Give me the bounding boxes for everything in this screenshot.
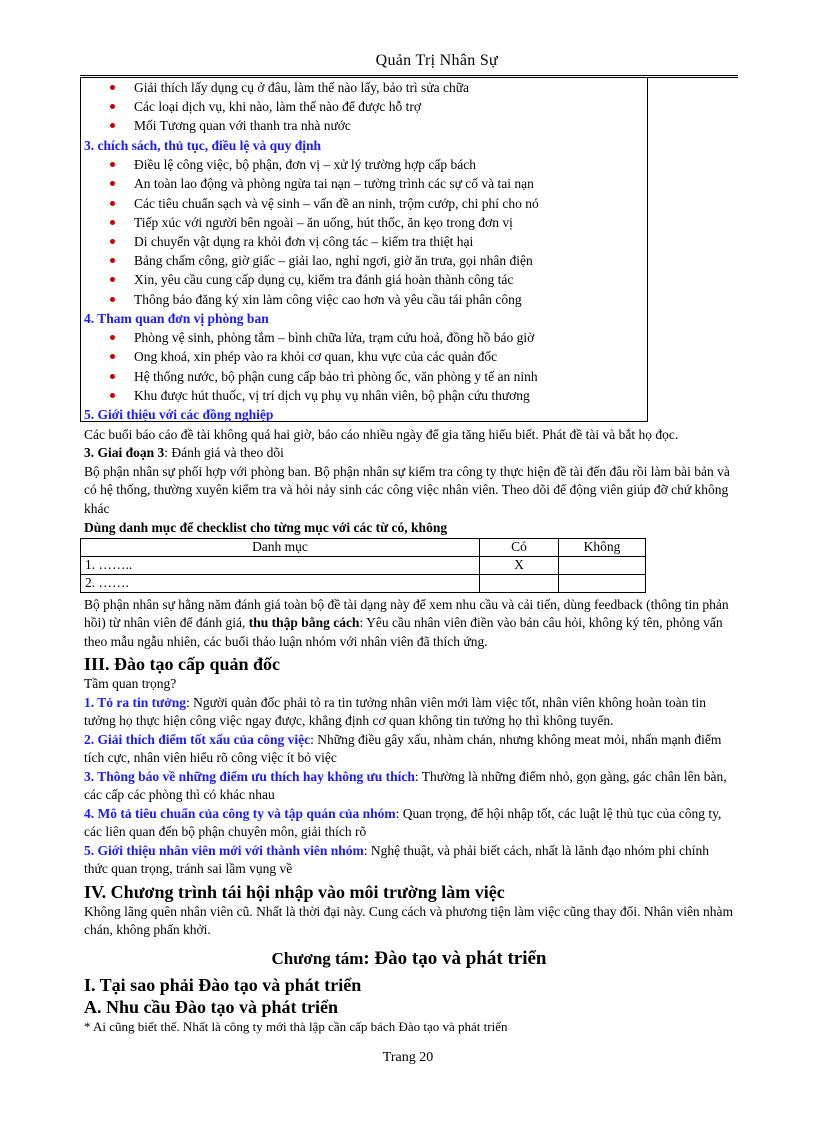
point-item: 1. Tỏ ra tin tưởng: Người quản đốc phải tỏ ra tin tưởng nhân viên mới làm việc tốt, nhân viên không hoàn toàn tin tưởng họ thực hiện công việc ngay được, khẳng định cơ quan không tin tưởng họ thì không tuyển. (84, 694, 707, 729)
bullet-icon (110, 104, 115, 109)
bullet-icon (110, 239, 115, 244)
paragraph-reports: Các buổi báo cáo đề tài không quá hai giờ, báo cáo nhiều ngày để gia tăng hiểu biết. Phát đề tài và bắt họ đọc. (84, 426, 679, 442)
bullet-icon (110, 258, 115, 263)
section-heading-tour: 4. Tham quan đơn vị phòng ban (84, 310, 269, 326)
checklist-heading: Dùng danh mục để checklist cho từng mục với các từ có, không (84, 520, 448, 536)
list-item: Hệ thống nước, bộ phận cung cấp bảo trì phòng ốc, văn phòng y tế an ninh (84, 367, 734, 386)
list-item: Các tiêu chuẩn sạch và vệ sinh – vấn đề an ninh, trộm cướp, chi phí cho nó (84, 194, 734, 213)
point-item: 3. Thông báo về những điểm ưu thích hay không ưu thích: Thường là những điểm nhỏ, gọn gàng, gác chân lên bàn, các cấp các phòng thì có khác nhau (84, 768, 727, 803)
point-item: 4. Mô tả tiêu chuẩn của công ty và tập quán của nhóm: Quan trọng, để hội nhập tốt, các luật lệ thủ tục của công ty, các liên quan đến bộ phận chuyên môn, giải thích rõ (84, 805, 722, 840)
bullet-icon (110, 354, 115, 359)
table-header-cell: Có (480, 538, 559, 556)
checklist-table (80, 538, 646, 593)
bullet-icon (110, 162, 115, 167)
table-header-cell: Danh mục (81, 538, 480, 556)
table-cell: 2. ……. (81, 574, 480, 592)
page-header-title: Quản Trị Nhân Sự (375, 52, 498, 69)
page-number: Trang 20 (382, 1050, 434, 1065)
section-heading-policies: 3. chích sách, thủ tục, điều lệ và quy định (84, 137, 322, 153)
bullet-icon (110, 335, 115, 340)
paragraph-phase3: Bộ phận nhân sự phối hợp với phòng ban. Bộ phận nhân sự kiểm tra công ty thực hiện đề tài đến đâu rồi làm bài bản và có hệ thống, thường xuyên kiểm tra và hỏi nảy sinh các công việc nhân viên. Theo dõi để động viên giúp đỡ chứ không khác (84, 463, 730, 516)
table-header-cell: Không (559, 538, 646, 556)
list-item: Ong khoá, xin phép vào ra khỏi cơ quan, khu vực của các quản đốc (84, 347, 734, 366)
bullet-icon (110, 181, 115, 186)
list-item: Xin, yêu cầu cung cấp dụng cụ, kiểm tra đánh giá hoàn thành công tác (84, 270, 734, 289)
list-item: Di chuyển vật dụng ra khỏi đơn vị công tác – kiểm tra thiệt hại (84, 232, 734, 251)
list-item: Bảng chấm công, giờ giấc – giải lao, nghỉ ngơi, giờ ăn trưa, gọi nhân điện (84, 251, 734, 270)
list-item: Mối Tương quan với thanh tra nhà nước (84, 116, 734, 135)
list-item: Tiếp xúc với người bên ngoài – ăn uống, hút thốc, ăn kẹo trong đơn vị (84, 213, 734, 232)
list-item: An toàn lao động và phòng ngừa tai nạn – tường trình các sự cố và tai nạn (84, 174, 734, 193)
bullet-list-tour (84, 328, 734, 405)
point-item: 5. Giới thiệu nhân viên mới với thành viên nhóm: Nghệ thuật, và phải biết cách, nhất là lãnh đạo nhóm phi chính thức quan trọng, tránh sai lầm vụng về (84, 842, 710, 877)
table-cell: 1. …….. (81, 556, 480, 574)
section-iv-title: IV. Chương trình tái hội nhập vào môi trường làm việc (84, 881, 505, 902)
bullet-icon (110, 393, 115, 398)
list-item: Thông báo đăng ký xin làm công việc cao hơn và yêu cầu tái phân công (84, 290, 734, 309)
table-header-row (81, 538, 646, 556)
phase3-label: 3. Giai đoạn 3 (84, 445, 165, 461)
bullet-icon (110, 123, 115, 128)
paragraph-annual-review: Bộ phận nhân sự hằng năm đánh giá toàn bộ đề tài dạng này để xem nhu cầu và cải tiến, dùng feedback (thông tin phản hồi) từ nhân viên để đánh giá, thu thập bằng cách: Yêu cầu nhân viên điền vào bản câu hỏi, không ký tên, phỏng vấn theo mẫu ngẫu nhiên, các buổi thảo luận nhóm với nhân viên đã thích ứng. (84, 596, 729, 649)
list-item: Giải thích lấy dụng cụ ở đâu, làm thế nào lấy, bảo trì sửa chữa (84, 78, 734, 97)
bullet-icon (110, 201, 115, 206)
bullet-icon (110, 85, 115, 90)
bullet-list-policies (84, 155, 734, 309)
document-body (84, 78, 734, 1036)
section-i-title: I. Tại sao phải Đào tạo và phát triển (84, 974, 362, 995)
phase3-heading (84, 444, 734, 463)
table-row (81, 556, 646, 574)
list-item: Các loại dịch vụ, khi nào, làm thế nào để được hỗ trợ (84, 97, 734, 116)
paragraph-reintegration: Không lãng quên nhân viên cũ. Nhất là thời đại này. Cung cách và phương tiện làm việc cũng thay đổi. Nhân viên nhàm chán, không phấn khởi. (84, 903, 734, 938)
bullet-list-tools (84, 78, 734, 136)
table-row (81, 574, 646, 592)
chapter-name: : Đào tạo và phát triển (363, 947, 547, 969)
section-iii-title: III. Đào tạo cấp quản đốc (84, 654, 281, 675)
chapter-label: Chương tám (271, 948, 364, 968)
section-heading-colleagues: 5. Giới thiệu với các đồng nghiệp (84, 407, 274, 423)
list-item: Phòng vệ sinh, phòng tắm – bình chữa lửa, trạm cứu hoả, đồng hồ báo giờ (84, 328, 734, 347)
point-item: 2. Giải thích điểm tốt xấu của công việc: Những điều gây xấu, nhàm chán, nhưng không meat mỏi, nhấn mạnh điểm tích cực, nhân viên hiểu rõ công việc ít bỏ việc (84, 731, 722, 766)
bullet-icon (110, 277, 115, 282)
table-cell (480, 574, 559, 592)
importance-text: Tầm quan trọng? (84, 676, 177, 692)
bullet-icon (110, 220, 115, 225)
table-cell: X (480, 556, 559, 574)
bullet-icon (110, 297, 115, 302)
list-item: Điều lệ công việc, bộ phận, đơn vị – xử lý trường hợp cấp bách (84, 155, 734, 174)
list-item: Khu được hút thuốc, vị trí dịch vụ phụ vụ nhân viên, bộ phận cứu thương (84, 386, 734, 405)
bullet-icon (110, 374, 115, 379)
phase3-text: : Đánh giá và theo dõi (164, 445, 284, 461)
paragraph-last: * Ai cũng biết thế. Nhất là công ty mới thà lập cần cấp bách Đào tạo và phát triển (84, 1018, 508, 1034)
table-cell (559, 574, 646, 592)
chapter-title (84, 946, 734, 972)
table-cell (559, 556, 646, 574)
section-a-title: A. Nhu cầu Đào tạo và phát triển (84, 996, 339, 1017)
